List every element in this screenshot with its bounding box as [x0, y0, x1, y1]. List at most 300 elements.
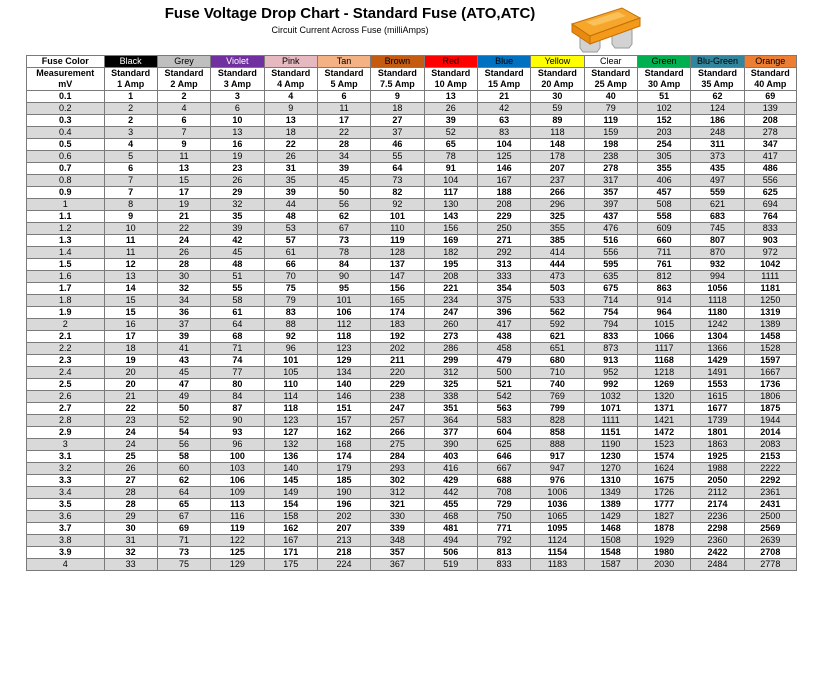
current-value-cell: 39 [264, 187, 317, 199]
current-value-cell: 888 [531, 439, 584, 451]
current-value-cell: 317 [584, 175, 637, 187]
current-value-cell: 764 [744, 211, 796, 223]
current-value-cell: 96 [211, 439, 264, 451]
current-value-cell: 196 [317, 499, 370, 511]
current-value-cell: 146 [477, 163, 530, 175]
amp-rating-header [157, 68, 210, 91]
current-value-cell: 112 [317, 319, 370, 331]
current-value-cell: 1548 [584, 547, 637, 559]
table-row [27, 403, 797, 415]
table-row [27, 367, 797, 379]
amp-header-line2: 10 Amp [434, 79, 467, 89]
current-value-cell: 11 [104, 235, 157, 247]
current-value-cell: 64 [371, 163, 424, 175]
amp-header-line2: 25 Amp [594, 79, 627, 89]
current-value-cell: 913 [584, 355, 637, 367]
current-value-cell: 932 [691, 259, 744, 271]
fuse-color-cell: Clear [584, 56, 637, 68]
current-value-cell: 124 [691, 103, 744, 115]
current-value-cell: 952 [584, 367, 637, 379]
current-value-cell: 83 [477, 127, 530, 139]
measurement-mv-cell: 2.7 [27, 403, 105, 415]
measurement-header-line2: mV [58, 79, 73, 89]
amp-rating-header [637, 68, 690, 91]
current-value-cell: 53 [264, 223, 317, 235]
current-value-cell: 84 [317, 259, 370, 271]
current-value-cell: 119 [211, 523, 264, 535]
amp-header-line1: Standard [484, 68, 524, 78]
current-value-cell: 183 [371, 319, 424, 331]
current-value-cell: 101 [317, 295, 370, 307]
current-value-cell: 175 [264, 559, 317, 571]
current-value-cell: 305 [637, 151, 690, 163]
current-value-cell: 292 [477, 247, 530, 259]
current-value-cell: 93 [211, 427, 264, 439]
current-value-cell: 792 [477, 535, 530, 547]
current-value-cell: 247 [424, 307, 477, 319]
amp-header-line1: Standard [431, 68, 471, 78]
current-value-cell: 1878 [637, 523, 690, 535]
current-value-cell: 516 [584, 235, 637, 247]
current-value-cell: 202 [317, 511, 370, 523]
current-value-cell: 17 [157, 187, 210, 199]
current-value-cell: 1925 [691, 451, 744, 463]
current-value-cell: 11 [317, 103, 370, 115]
table-row [27, 271, 797, 283]
current-value-cell: 45 [157, 367, 210, 379]
current-value-cell: 148 [531, 139, 584, 151]
current-value-cell: 28 [104, 499, 157, 511]
current-value-cell: 1111 [744, 271, 796, 283]
current-value-cell: 34 [157, 295, 210, 307]
amp-rating-header [744, 68, 796, 91]
table-row [27, 127, 797, 139]
page-subtitle: Circuit Current Across Fuse (milliAmps) [271, 25, 429, 35]
current-value-cell: 182 [424, 247, 477, 259]
amp-header-line2: 35 Amp [701, 79, 734, 89]
current-value-cell: 52 [157, 415, 210, 427]
current-value-cell: 312 [424, 367, 477, 379]
current-value-cell: 73 [157, 547, 210, 559]
current-value-cell: 118 [531, 127, 584, 139]
measurement-mv-cell: 1.7 [27, 283, 105, 295]
current-value-cell: 1553 [691, 379, 744, 391]
current-value-cell: 143 [424, 211, 477, 223]
current-value-cell: 870 [691, 247, 744, 259]
current-value-cell: 354 [477, 283, 530, 295]
current-value-cell: 2153 [744, 451, 796, 463]
current-value-cell: 186 [691, 115, 744, 127]
current-value-cell: 2484 [691, 559, 744, 571]
current-value-cell: 39 [157, 331, 210, 343]
current-value-cell: 275 [371, 439, 424, 451]
current-value-cell: 313 [477, 259, 530, 271]
current-value-cell: 15 [157, 175, 210, 187]
current-value-cell: 113 [211, 499, 264, 511]
current-value-cell: 34 [317, 151, 370, 163]
fuse-color-cell: Yellow [531, 56, 584, 68]
current-value-cell: 26 [424, 103, 477, 115]
current-value-cell: 22 [317, 127, 370, 139]
table-row [27, 115, 797, 127]
current-value-cell: 286 [424, 343, 477, 355]
current-value-cell: 621 [691, 199, 744, 211]
current-value-cell: 357 [584, 187, 637, 199]
measurement-mv-cell: 1.1 [27, 211, 105, 223]
current-value-cell: 260 [424, 319, 477, 331]
current-value-cell: 1042 [744, 259, 796, 271]
current-value-cell: 157 [317, 415, 370, 427]
current-value-cell: 406 [637, 175, 690, 187]
current-value-cell: 224 [317, 559, 370, 571]
current-value-cell: 100 [211, 451, 264, 463]
amp-rating-header [371, 68, 424, 91]
current-value-cell: 66 [264, 259, 317, 271]
current-value-cell: 799 [531, 403, 584, 415]
current-value-cell: 497 [691, 175, 744, 187]
current-value-cell: 457 [637, 187, 690, 199]
current-value-cell: 101 [371, 211, 424, 223]
current-value-cell: 130 [424, 199, 477, 211]
current-value-cell: 59 [531, 103, 584, 115]
current-value-cell: 22 [157, 223, 210, 235]
current-value-cell: 1304 [691, 331, 744, 343]
measurement-mv-cell: 0.2 [27, 103, 105, 115]
current-value-cell: 237 [531, 175, 584, 187]
measurement-mv-cell: 0.7 [27, 163, 105, 175]
current-value-cell: 812 [637, 271, 690, 283]
current-value-cell: 7 [157, 127, 210, 139]
current-value-cell: 10 [104, 223, 157, 235]
current-value-cell: 149 [264, 487, 317, 499]
current-value-cell: 807 [691, 235, 744, 247]
fuse-color-cell: Orange [744, 56, 796, 68]
measurement-mv-cell: 0.1 [27, 91, 105, 103]
current-value-cell: 9 [104, 211, 157, 223]
current-value-cell: 48 [211, 259, 264, 271]
current-value-cell: 78 [424, 151, 477, 163]
table-row [27, 307, 797, 319]
current-value-cell: 476 [584, 223, 637, 235]
current-value-cell: 44 [264, 199, 317, 211]
current-value-cell: 1675 [637, 475, 690, 487]
current-value-cell: 62 [157, 475, 210, 487]
current-value-cell: 1056 [691, 283, 744, 295]
table-row [27, 355, 797, 367]
current-value-cell: 174 [371, 307, 424, 319]
current-value-cell: 37 [371, 127, 424, 139]
amp-rating-header [317, 68, 370, 91]
current-value-cell: 55 [371, 151, 424, 163]
measurement-mv-cell: 3.4 [27, 487, 105, 499]
current-value-cell: 30 [157, 271, 210, 283]
current-value-cell: 1371 [637, 403, 690, 415]
current-value-cell: 1421 [637, 415, 690, 427]
current-value-cell: 1095 [531, 523, 584, 535]
current-value-cell: 19 [211, 151, 264, 163]
current-value-cell: 202 [371, 343, 424, 355]
current-value-cell: 711 [637, 247, 690, 259]
current-value-cell: 185 [317, 475, 370, 487]
table-row [27, 319, 797, 331]
amp-header-line2: 20 Amp [541, 79, 574, 89]
measurement-mv-cell: 2.6 [27, 391, 105, 403]
current-value-cell: 994 [691, 271, 744, 283]
amp-rating-header [584, 68, 637, 91]
current-value-cell: 48 [264, 211, 317, 223]
current-value-cell: 158 [264, 511, 317, 523]
amp-rating-header [531, 68, 584, 91]
current-value-cell: 364 [424, 415, 477, 427]
measurement-mv-cell: 2.5 [27, 379, 105, 391]
current-value-cell: 69 [157, 523, 210, 535]
current-value-cell: 110 [371, 223, 424, 235]
current-value-cell: 2112 [691, 487, 744, 499]
current-value-cell: 458 [477, 343, 530, 355]
current-value-cell: 105 [264, 367, 317, 379]
current-value-cell: 519 [424, 559, 477, 571]
current-value-cell: 9 [371, 91, 424, 103]
measurement-mv-cell: 0.4 [27, 127, 105, 139]
current-value-cell: 1183 [531, 559, 584, 571]
current-value-cell: 11 [157, 151, 210, 163]
current-value-cell: 21 [157, 211, 210, 223]
measurement-mv-cell: 0.6 [27, 151, 105, 163]
current-value-cell: 134 [317, 367, 370, 379]
current-value-cell: 1739 [691, 415, 744, 427]
current-value-cell: 750 [477, 511, 530, 523]
table-row [27, 547, 797, 559]
current-value-cell: 390 [424, 439, 477, 451]
current-value-cell: 1944 [744, 415, 796, 427]
current-value-cell: 2030 [637, 559, 690, 571]
current-value-cell: 3 [104, 127, 157, 139]
current-value-cell: 65 [157, 499, 210, 511]
current-value-cell: 67 [317, 223, 370, 235]
current-value-cell: 1523 [637, 439, 690, 451]
current-value-cell: 12 [104, 259, 157, 271]
current-value-cell: 54 [157, 427, 210, 439]
table-row [27, 259, 797, 271]
current-value-cell: 1988 [691, 463, 744, 475]
amp-header-line1: Standard [537, 68, 577, 78]
table-row [27, 151, 797, 163]
current-value-cell: 873 [584, 343, 637, 355]
measurement-mv-cell: 2.2 [27, 343, 105, 355]
current-value-cell: 60 [157, 463, 210, 475]
current-value-cell: 373 [691, 151, 744, 163]
current-value-cell: 79 [584, 103, 637, 115]
amp-rating-header [104, 68, 157, 91]
current-value-cell: 39 [317, 163, 370, 175]
measurement-mv-cell: 3.6 [27, 511, 105, 523]
table-row [27, 91, 797, 103]
current-value-cell: 5 [104, 151, 157, 163]
current-value-cell: 13 [104, 271, 157, 283]
current-value-cell: 17 [317, 115, 370, 127]
current-value-cell: 221 [424, 283, 477, 295]
measurement-mv-cell: 3.5 [27, 499, 105, 511]
current-value-cell: 325 [531, 211, 584, 223]
fuse-voltage-drop-table [26, 55, 797, 571]
current-value-cell: 833 [744, 223, 796, 235]
measurement-mv-cell: 0.8 [27, 175, 105, 187]
current-value-cell: 20 [104, 367, 157, 379]
current-value-cell: 63 [477, 115, 530, 127]
current-value-cell: 162 [317, 427, 370, 439]
current-value-cell: 140 [264, 463, 317, 475]
current-value-cell: 104 [424, 175, 477, 187]
current-value-cell: 468 [424, 511, 477, 523]
amp-header-line2: 3 Amp [223, 79, 251, 89]
current-value-cell: 278 [744, 127, 796, 139]
current-value-cell: 2360 [691, 535, 744, 547]
current-value-cell: 2778 [744, 559, 796, 571]
current-value-cell: 1508 [584, 535, 637, 547]
current-value-cell: 208 [477, 199, 530, 211]
current-value-cell: 82 [371, 187, 424, 199]
amp-header-line2: 7.5 Amp [380, 79, 415, 89]
current-value-cell: 32 [211, 199, 264, 211]
current-value-cell: 70 [264, 271, 317, 283]
current-value-cell: 486 [744, 163, 796, 175]
current-value-cell: 174 [317, 451, 370, 463]
current-value-cell: 278 [584, 163, 637, 175]
measurement-mv-cell: 2.3 [27, 355, 105, 367]
current-value-cell: 118 [317, 331, 370, 343]
current-value-cell: 208 [424, 271, 477, 283]
table-row [27, 139, 797, 151]
current-value-cell: 88 [264, 319, 317, 331]
current-value-cell: 24 [157, 235, 210, 247]
current-value-cell: 9 [264, 103, 317, 115]
amp-header-line2: 2 Amp [170, 79, 198, 89]
current-value-cell: 254 [637, 139, 690, 151]
amp-header-line1: Standard [217, 68, 257, 78]
table-row [27, 559, 797, 571]
current-value-cell: 1472 [637, 427, 690, 439]
current-value-cell: 976 [531, 475, 584, 487]
current-value-cell: 122 [211, 535, 264, 547]
current-value-cell: 330 [371, 511, 424, 523]
measurement-mv-cell: 1.5 [27, 259, 105, 271]
current-value-cell: 13 [424, 91, 477, 103]
current-value-cell: 257 [371, 415, 424, 427]
current-value-cell: 347 [744, 139, 796, 151]
table-row [27, 463, 797, 475]
current-value-cell: 271 [477, 235, 530, 247]
current-value-cell: 195 [424, 259, 477, 271]
current-value-cell: 35 [211, 211, 264, 223]
current-value-cell: 1726 [637, 487, 690, 499]
current-value-cell: 2 [104, 115, 157, 127]
current-value-cell: 1597 [744, 355, 796, 367]
table-row [27, 187, 797, 199]
current-value-cell: 556 [584, 247, 637, 259]
measurement-mv-cell: 0.9 [27, 187, 105, 199]
table-row [27, 199, 797, 211]
current-value-cell: 77 [211, 367, 264, 379]
measurement-mv-cell: 3.3 [27, 475, 105, 487]
table-row [27, 535, 797, 547]
current-value-cell: 26 [157, 247, 210, 259]
current-value-cell: 556 [744, 175, 796, 187]
current-value-cell: 192 [371, 331, 424, 343]
current-value-cell: 338 [424, 391, 477, 403]
current-value-cell: 58 [157, 451, 210, 463]
current-value-cell: 2361 [744, 487, 796, 499]
current-value-cell: 903 [744, 235, 796, 247]
current-value-cell: 23 [211, 163, 264, 175]
current-value-cell: 6 [211, 103, 264, 115]
current-value-cell: 103 [211, 463, 264, 475]
fuse-color-label: Fuse Color [27, 56, 105, 68]
current-value-cell: 1118 [691, 295, 744, 307]
current-value-cell: 248 [691, 127, 744, 139]
fuse-color-row [27, 56, 797, 68]
measurement-mv-cell: 2.4 [27, 367, 105, 379]
amp-header-line1: Standard [591, 68, 631, 78]
current-value-cell: 229 [477, 211, 530, 223]
current-value-cell: 207 [317, 523, 370, 535]
current-value-cell: 455 [424, 499, 477, 511]
current-value-cell: 57 [264, 235, 317, 247]
current-value-cell: 28 [104, 487, 157, 499]
current-value-cell: 24 [104, 427, 157, 439]
current-value-cell: 7 [104, 175, 157, 187]
current-value-cell: 50 [157, 403, 210, 415]
table-row [27, 223, 797, 235]
current-value-cell: 813 [477, 547, 530, 559]
fuse-color-cell: Blu-Green [691, 56, 744, 68]
current-value-cell: 78 [317, 247, 370, 259]
current-value-cell: 833 [477, 559, 530, 571]
current-value-cell: 325 [424, 379, 477, 391]
current-value-cell: 61 [264, 247, 317, 259]
current-value-cell: 41 [157, 343, 210, 355]
current-value-cell: 29 [104, 511, 157, 523]
current-value-cell: 156 [371, 283, 424, 295]
fuse-color-cell: Green [637, 56, 690, 68]
current-value-cell: 13 [264, 115, 317, 127]
current-value-cell: 397 [584, 199, 637, 211]
current-value-cell: 90 [317, 271, 370, 283]
current-value-cell: 22 [264, 139, 317, 151]
current-value-cell: 444 [531, 259, 584, 271]
current-value-cell: 29 [211, 187, 264, 199]
current-value-cell: 299 [424, 355, 477, 367]
current-value-cell: 156 [424, 223, 477, 235]
current-value-cell: 211 [371, 355, 424, 367]
current-value-cell: 19 [157, 199, 210, 211]
current-value-cell: 521 [477, 379, 530, 391]
current-value-cell: 30 [531, 91, 584, 103]
current-value-cell: 442 [424, 487, 477, 499]
current-value-cell: 125 [211, 547, 264, 559]
current-value-cell: 429 [424, 475, 477, 487]
current-value-cell: 1429 [691, 355, 744, 367]
amp-header-line1: Standard [111, 68, 151, 78]
amp-header-line1: Standard [377, 68, 417, 78]
current-value-cell: 140 [317, 379, 370, 391]
current-value-cell: 203 [637, 127, 690, 139]
current-value-cell: 1 [104, 91, 157, 103]
measurement-mv-cell: 1.4 [27, 247, 105, 259]
current-value-cell: 106 [317, 307, 370, 319]
current-value-cell: 40 [584, 91, 637, 103]
current-value-cell: 2083 [744, 439, 796, 451]
current-value-cell: 167 [477, 175, 530, 187]
